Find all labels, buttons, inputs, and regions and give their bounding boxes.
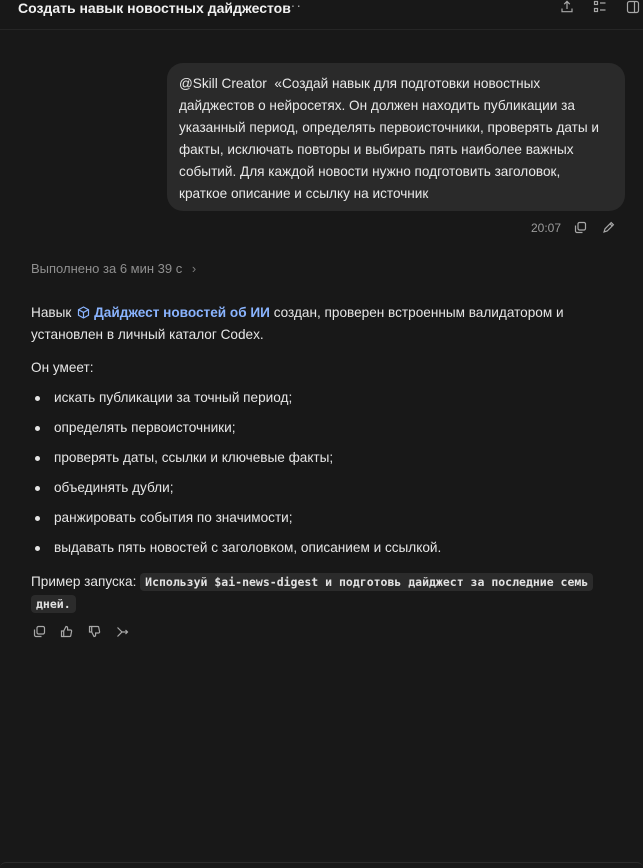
example-paragraph [31,571,621,615]
cube-icon [77,306,90,319]
copy-icon[interactable] [33,625,48,640]
assistant-answer [31,302,621,615]
pencil-icon[interactable] [602,221,616,235]
abilities-list [31,383,621,563]
answer-intro [31,302,621,346]
user-message-bubble [167,63,625,211]
composer-edge [0,862,643,868]
example-label: Пример запуска: [31,574,137,589]
example-code-line1: Используй $ai-news-digest и подготовь дайджест за последние семь [140,573,593,591]
copy-icon[interactable] [574,221,588,235]
panel-icon[interactable] [626,0,642,16]
answer-intro-after: создан, проверен встроенным валидатором и установлен в личный каталог Codex. [31,305,564,342]
thumbs-down-icon[interactable] [88,625,103,640]
user-message-text: «Создай навык для подготовки новостных дайджестов о нейросетях. Он должен находить публикации за указанный период, определять первоисточники, проверять даты и факты, исключать повторы и выбирать пять наиболее важных событий. Для каждой новости нужно подготовить заголовок, краткое описание и ссылку на источник [179,76,600,201]
message-timestamp: 20:07 [531,221,562,235]
example-code-line2: дней. [31,595,76,613]
list-item: искать публикации за точный период; [31,383,621,413]
mention-skill-creator[interactable]: @Skill Creator [179,76,267,91]
answer-intro-before: Навык [31,305,72,320]
work-duration-label: Выполнено за 6 мин 39 с [31,261,183,276]
thumbs-up-icon[interactable] [60,625,75,640]
checklist-icon[interactable] [593,0,609,16]
work-duration-toggle[interactable] [31,261,196,276]
list-item: проверять даты, ссылки и ключевые факты; [31,443,621,473]
skill-name: Дайджест новостей об ИИ [94,305,270,320]
list-item: объединять дубли; [31,473,621,503]
chevron-right-icon: › [191,261,197,276]
more-options-button[interactable]: ··· [285,0,302,13]
list-item: ранжировать события по значимости; [31,503,621,533]
share-icon[interactable] [560,0,576,16]
list-item: определять первоисточники; [31,413,621,443]
page-title: Создать навык новостных дайджестов [18,0,291,16]
abilities-heading: Он умеет: [31,360,94,375]
list-item: выдавать пять новостей с заголовком, описанием и ссылкой. [31,533,621,563]
top-bar [0,0,643,30]
branch-icon[interactable] [116,625,131,640]
skill-link[interactable] [75,305,270,320]
